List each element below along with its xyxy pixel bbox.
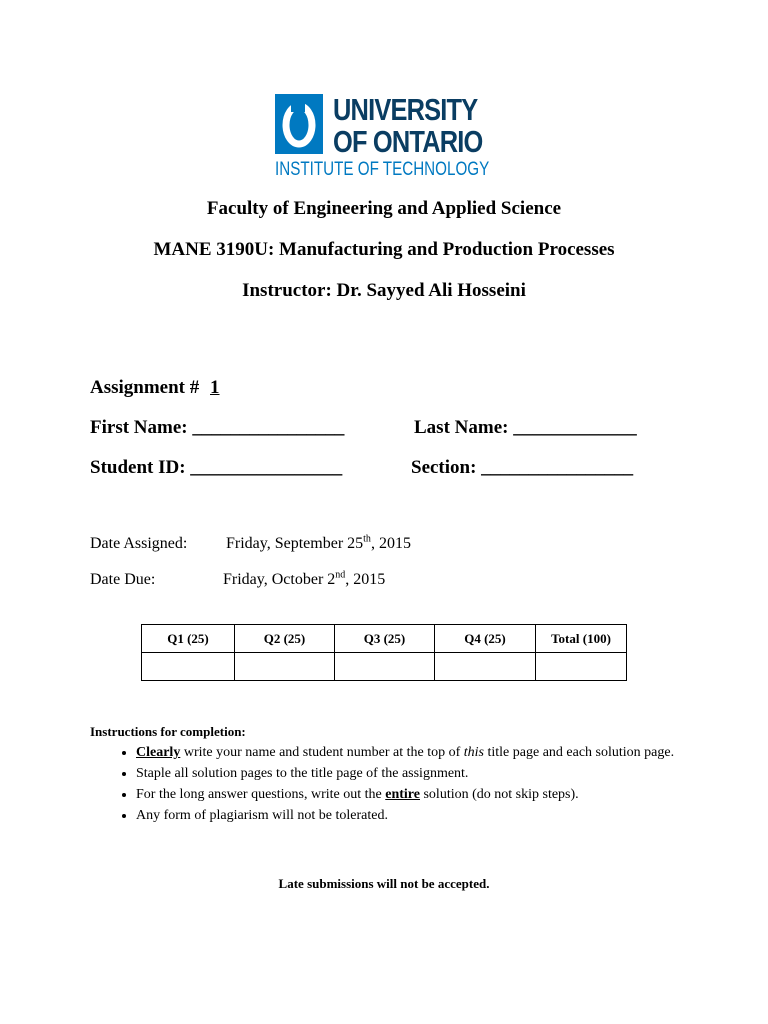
date-assigned-text: Friday, September 25 [226,535,364,552]
late-submission-note: Late submissions will not be accepted. [278,876,490,891]
date-due-year: , 2015 [345,571,386,588]
uoit-logo-mark [275,94,323,154]
instruction-text: Any form of plagiarism will not be tolerated. [136,808,388,823]
score-header-q2: Q2 (25) [235,625,335,653]
first-name-field: First Name: ________________ [90,417,345,438]
date-due-suffix: nd [335,569,346,581]
date-due-text: Friday, October 2 [223,571,336,588]
score-header-q1: Q1 (25) [142,625,235,653]
instruction-item [136,784,736,805]
instructions-title: Instructions for completion: [90,724,246,739]
score-cell-q4 [435,653,536,681]
score-cell-q2 [235,653,335,681]
score-header-q3: Q3 (25) [335,625,435,653]
instruction-item [136,763,736,784]
logo-line-of-ontario: OF ONTARIO [333,124,483,159]
date-assigned-label: Date Assigned: [90,535,188,552]
score-table [141,624,627,681]
instruction-text: write your name and student number at the top of [180,745,464,760]
score-table-header-row [142,625,627,653]
student-id-field: Student ID: ________________ [90,457,343,478]
score-cell-q1 [142,653,235,681]
instructions-list [90,742,736,826]
score-header-total: Total (100) [536,625,627,653]
assignment-number: 1 [210,377,220,398]
university-logo [275,94,495,182]
instruction-text: Staple all solution pages to the title page of the assignment. [136,766,469,781]
instructor-name: Instructor: Dr. Sayyed Ali Hosseini [242,280,526,301]
date-assigned-value [226,534,411,554]
score-header-q4: Q4 (25) [435,625,536,653]
date-due-value [223,570,385,590]
instruction-text: For the long answer questions, write out the [136,787,386,802]
instruction-item [136,805,736,826]
last-name-field: Last Name: _____________ [414,417,637,438]
date-assigned-year: , 2015 [370,535,411,552]
instruction-italic: this [463,745,484,760]
instruction-text: solution (do not skip steps). [419,787,579,802]
instruction-text: title page and each solution page. [484,745,675,760]
date-assigned-suffix: th [363,533,371,545]
instruction-emphasis: entire [385,787,420,802]
logo-line-university: UNIVERSITY [333,92,478,127]
assignment-label: Assignment # [90,377,200,398]
date-due-label: Date Due: [90,571,156,588]
section-field: Section: ________________ [411,457,634,478]
score-cell-q3 [335,653,435,681]
assignment-number-line [90,377,220,399]
course-title: MANE 3190U: Manufacturing and Production Processes [153,239,615,260]
faculty-title: Faculty of Engineering and Applied Science [206,198,562,219]
score-table-entry-row [142,653,627,681]
instruction-item [136,742,736,763]
logo-line-institute: INSTITUTE OF TECHNOLOGY [275,159,490,180]
instruction-emphasis: Clearly [136,745,181,760]
score-cell-total [536,653,627,681]
